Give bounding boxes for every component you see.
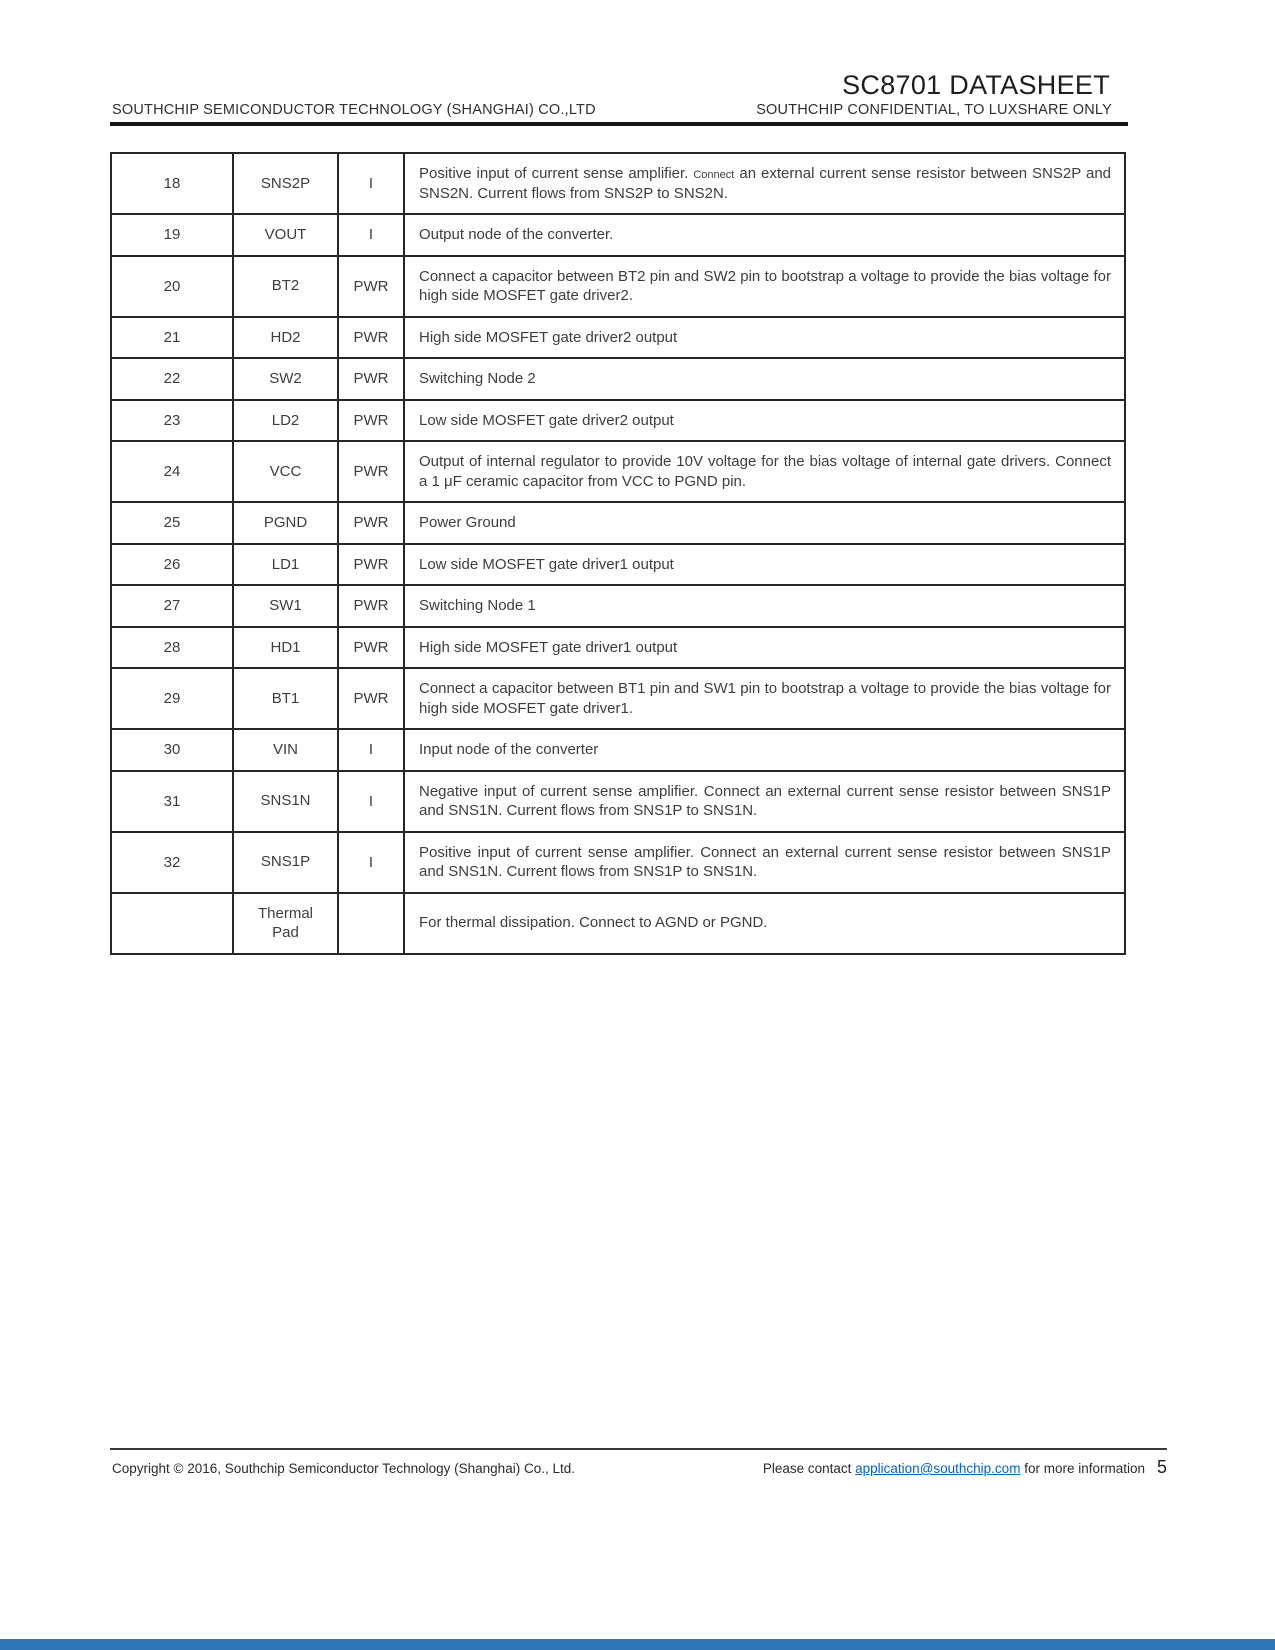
header-divider [110, 122, 1128, 126]
pin-number-cell: 31 [111, 771, 233, 832]
pin-description-cell: Low side MOSFET gate driver1 output [404, 544, 1125, 586]
pin-type-cell: PWR [338, 317, 404, 359]
pin-number-cell: 29 [111, 668, 233, 729]
footer-contact [763, 1457, 1167, 1478]
pin-description-cell: Connect a capacitor between BT2 pin and SW2 pin to bootstrap a voltage to provide the bias voltage for high side MOSFET gate driver2. [404, 256, 1125, 317]
pin-number-cell: 21 [111, 317, 233, 359]
pin-name-cell: LD2 [233, 400, 338, 442]
pin-number-cell: 24 [111, 441, 233, 502]
pin-name-cell: HD1 [233, 627, 338, 669]
confidential-notice: SOUTHCHIP CONFIDENTIAL, TO LUXSHARE ONLY [756, 102, 1112, 118]
pin-type-cell: PWR [338, 358, 404, 400]
bottom-accent-bar [0, 1639, 1275, 1650]
description-text: an external current sense resistor between SNS2P and SNS2N. Current flows from SNS2P to SNS2N. [419, 165, 1112, 202]
pin-number-cell: 28 [111, 627, 233, 669]
pin-description-cell: Switching Node 2 [404, 358, 1125, 400]
company-name: SOUTHCHIP SEMICONDUCTOR TECHNOLOGY (SHANGHAI) CO.,LTD [112, 102, 596, 118]
pin-name-cell: LD1 [233, 544, 338, 586]
pin-type-cell: PWR [338, 668, 404, 729]
pin-row [111, 256, 1125, 317]
pin-description-cell: Input node of the converter [404, 729, 1125, 771]
pin-description-cell [404, 153, 1125, 214]
pin-description-cell: Positive input of current sense amplifier. Connect an external current sense resistor between SNS1P and SNS1N. Current flows from SNS1P to SNS1N. [404, 832, 1125, 893]
pin-row [111, 627, 1125, 669]
pin-type-cell: I [338, 153, 404, 214]
pin-number-cell: 32 [111, 832, 233, 893]
pin-type-cell: PWR [338, 502, 404, 544]
pin-name-cell: BT1 [233, 668, 338, 729]
pin-number-cell: 27 [111, 585, 233, 627]
copyright-text: Copyright © 2016, Southchip Semiconductor Technology (Shanghai) Co., Ltd. [112, 1461, 575, 1476]
pin-description-cell: Connect a capacitor between BT1 pin and SW1 pin to bootstrap a voltage to provide the bias voltage for high side MOSFET gate driver1. [404, 668, 1125, 729]
pin-row [111, 153, 1125, 214]
pin-row [111, 544, 1125, 586]
pin-number-cell: 20 [111, 256, 233, 317]
pin-type-cell: I [338, 832, 404, 893]
pin-number-cell [111, 893, 233, 954]
pin-number-cell: 23 [111, 400, 233, 442]
pin-name-cell: Thermal Pad [233, 893, 338, 954]
pin-type-cell: I [338, 214, 404, 256]
pin-name-cell: SNS1P [233, 832, 338, 893]
pin-type-cell: PWR [338, 544, 404, 586]
pin-row [111, 358, 1125, 400]
pin-name-cell: VOUT [233, 214, 338, 256]
document-title: SC8701 DATASHEET [842, 70, 1110, 100]
pin-row [111, 668, 1125, 729]
pin-name-cell: SNS2P [233, 153, 338, 214]
pin-number-cell: 22 [111, 358, 233, 400]
pin-description-cell: Power Ground [404, 502, 1125, 544]
pin-type-cell: PWR [338, 441, 404, 502]
pin-name-cell: HD2 [233, 317, 338, 359]
pin-type-cell: PWR [338, 627, 404, 669]
contact-prefix: Please contact [762, 1461, 856, 1476]
pin-description-cell: Low side MOSFET gate driver2 output [404, 400, 1125, 442]
pin-type-cell: I [338, 729, 404, 771]
pin-type-cell: I [338, 771, 404, 832]
pin-name-cell: VIN [233, 729, 338, 771]
pin-name-cell: SW1 [233, 585, 338, 627]
pin-number-cell: 30 [111, 729, 233, 771]
pin-name-cell: VCC [233, 441, 338, 502]
pin-name-cell: SNS1N [233, 771, 338, 832]
description-small-text: Connect [693, 169, 735, 181]
pin-description-cell: Negative input of current sense amplifier. Connect an external current sense resistor between SNS1P and SNS1N. Current flows from SNS1P to SNS1N. [404, 771, 1125, 832]
contact-suffix: for more information [1020, 1461, 1145, 1476]
pin-name-cell: PGND [233, 502, 338, 544]
pin-row [111, 729, 1125, 771]
footer-divider [110, 1448, 1167, 1450]
pin-description-cell: High side MOSFET gate driver2 output [404, 317, 1125, 359]
pin-description-cell: Output node of the converter. [404, 214, 1125, 256]
pin-number-cell: 19 [111, 214, 233, 256]
page-footer [112, 1457, 1167, 1478]
pin-description-cell: High side MOSFET gate driver1 output [404, 627, 1125, 669]
pin-row [111, 317, 1125, 359]
pin-name-cell: SW2 [233, 358, 338, 400]
header-subline [112, 102, 1112, 118]
pin-type-cell: PWR [338, 400, 404, 442]
pin-description-cell: Output of internal regulator to provide 10V voltage for the bias voltage of internal gate drivers. Connect a 1 μF ceramic capacitor from VCC to PGND pin. [404, 441, 1125, 502]
pin-row [111, 441, 1125, 502]
pin-name-cell: BT2 [233, 256, 338, 317]
pin-row [111, 771, 1125, 832]
pin-description-cell: For thermal dissipation. Connect to AGND or PGND. [404, 893, 1125, 954]
pin-row [111, 832, 1125, 893]
contact-email-link[interactable]: application@southchip.com [855, 1461, 1021, 1476]
pin-row [111, 214, 1125, 256]
page-number: 5 [1156, 1457, 1167, 1477]
pin-type-cell: PWR [338, 585, 404, 627]
pin-row [111, 502, 1125, 544]
pin-number-cell: 25 [111, 502, 233, 544]
pin-type-cell: PWR [338, 256, 404, 317]
pin-number-cell: 18 [111, 153, 233, 214]
pin-row [111, 400, 1125, 442]
pin-row [111, 585, 1125, 627]
pin-description-cell: Switching Node 1 [404, 585, 1125, 627]
pin-number-cell: 26 [111, 544, 233, 586]
pin-description-table [110, 152, 1126, 955]
description-text: Positive input of current sense amplifier. [419, 165, 694, 182]
pin-type-cell [338, 893, 404, 954]
pin-row [111, 893, 1125, 954]
